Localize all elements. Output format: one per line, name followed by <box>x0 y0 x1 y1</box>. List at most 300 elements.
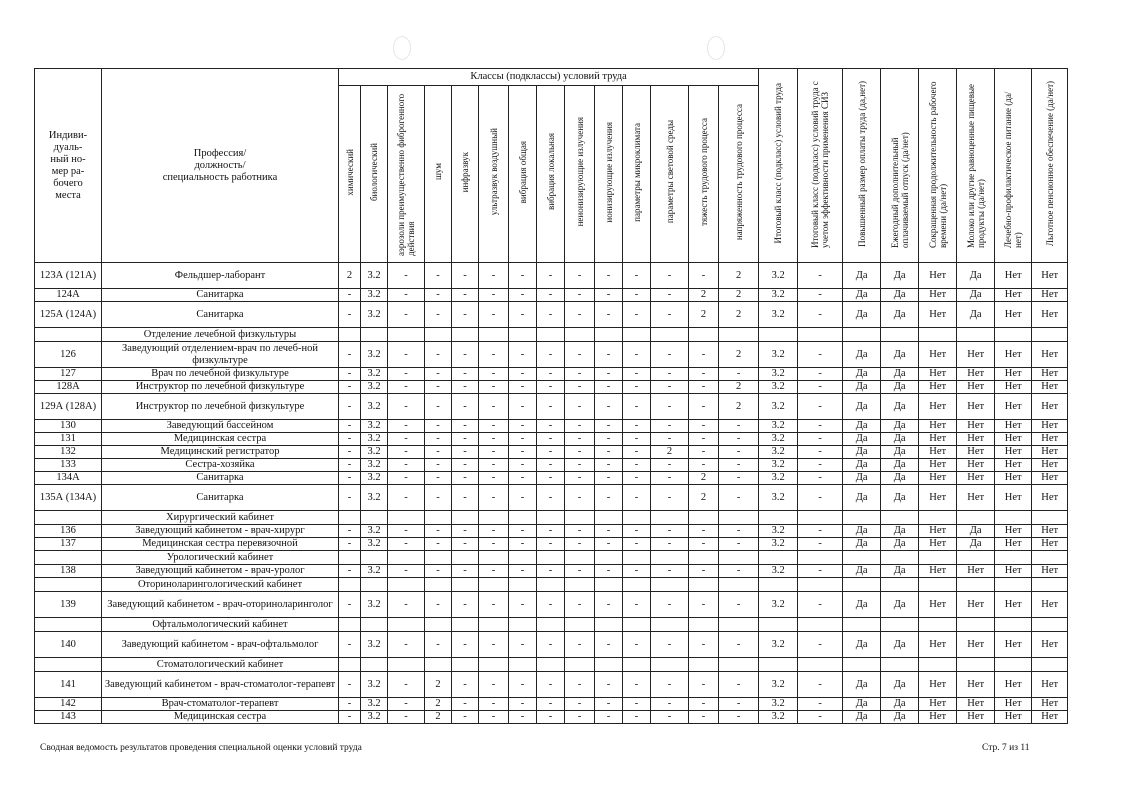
profession: Заведующий кабинетом - врач-хирург <box>102 525 339 538</box>
summary-cell: Да <box>881 394 919 420</box>
factor-class-cell: 2 <box>339 263 361 289</box>
empty-cell <box>361 618 388 632</box>
col-header-summary: Итоговый класс (подкласс) условий труда с учетом эффективности применения СИЗ <box>798 69 843 263</box>
summary-cell: Нет <box>919 472 957 485</box>
summary-cell: Нет <box>957 698 995 711</box>
profession: Медицинская сестра перевязочной <box>102 538 339 551</box>
factor-class-cell: - <box>509 459 537 472</box>
factor-class-cell: - <box>595 525 623 538</box>
factor-class-cell: - <box>623 381 651 394</box>
factor-class-cell: - <box>623 592 651 618</box>
factor-class-cell: - <box>565 711 595 724</box>
factor-class-cell: - <box>565 381 595 394</box>
factor-class-cell: - <box>452 381 479 394</box>
empty-cell <box>957 578 995 592</box>
profession: Врач по лечебной физкультуре <box>102 368 339 381</box>
factor-class-cell: - <box>479 342 509 368</box>
factor-class-cell: - <box>509 538 537 551</box>
empty-cell <box>339 511 361 525</box>
factor-class-cell: - <box>537 263 565 289</box>
empty-cell <box>1032 578 1068 592</box>
summary-cell: Да <box>843 263 881 289</box>
factor-class-cell: - <box>689 592 719 618</box>
factor-class-cell: - <box>595 420 623 433</box>
empty-cell <box>509 658 537 672</box>
header-line: бочего <box>53 177 83 189</box>
summary-cell: Нет <box>919 565 957 578</box>
summary-cell: Да <box>843 420 881 433</box>
empty-cell <box>957 658 995 672</box>
workplace-id: 133 <box>35 459 102 472</box>
summary-cell: Нет <box>995 698 1032 711</box>
factor-class-cell: - <box>479 565 509 578</box>
empty-cell <box>339 618 361 632</box>
factor-class-cell: - <box>452 632 479 658</box>
factor-class-cell: - <box>425 381 452 394</box>
empty-cell <box>623 551 651 565</box>
factor-class-cell: - <box>565 368 595 381</box>
col-header-factor: вибрация локальная <box>537 86 565 263</box>
empty-cell <box>759 578 798 592</box>
factor-class-cell: - <box>651 342 689 368</box>
empty-cell <box>957 511 995 525</box>
factor-class-cell: - <box>452 302 479 328</box>
table-row <box>35 592 1068 618</box>
factor-class-cell: - <box>509 446 537 459</box>
factor-class-cell: 3.2 <box>361 698 388 711</box>
col-header-factor: биологический <box>361 86 388 263</box>
empty-cell <box>339 578 361 592</box>
summary-cell: Да <box>881 485 919 511</box>
summary-cell: Нет <box>919 433 957 446</box>
summary-cell: Да <box>843 342 881 368</box>
summary-cell: Да <box>843 446 881 459</box>
summary-cell: Да <box>957 538 995 551</box>
summary-cell: Да <box>881 289 919 302</box>
empty-cell <box>479 551 509 565</box>
section-row <box>35 578 1068 592</box>
empty-cell <box>361 551 388 565</box>
workplace-id: 125А (124А) <box>35 302 102 328</box>
factor-class-cell: 3.2 <box>361 263 388 289</box>
factor-class-cell: - <box>565 394 595 420</box>
summary-cell: Нет <box>995 711 1032 724</box>
factor-class-cell: - <box>452 263 479 289</box>
factor-class-cell: - <box>595 472 623 485</box>
factor-class-cell: - <box>537 459 565 472</box>
empty-cell <box>798 578 843 592</box>
summary-cell: - <box>798 459 843 472</box>
summary-cell: Да <box>843 485 881 511</box>
empty-cell <box>995 551 1032 565</box>
factor-class-cell: - <box>452 368 479 381</box>
factor-class-cell: 3.2 <box>361 342 388 368</box>
factor-class-cell: - <box>388 485 425 511</box>
factor-class-cell: - <box>719 368 759 381</box>
empty-cell <box>35 551 102 565</box>
factor-class-cell: - <box>623 459 651 472</box>
factor-class-cell: - <box>595 485 623 511</box>
factor-class-cell: - <box>339 698 361 711</box>
empty-cell <box>509 551 537 565</box>
empty-cell <box>689 618 719 632</box>
empty-cell <box>595 551 623 565</box>
factor-class-cell: - <box>689 459 719 472</box>
summary-cell: Нет <box>957 420 995 433</box>
empty-cell <box>425 658 452 672</box>
summary-cell: 3.2 <box>759 263 798 289</box>
factor-class-cell: - <box>425 302 452 328</box>
header-line: должность/ <box>194 159 246 171</box>
summary-cell: Нет <box>1032 420 1068 433</box>
factor-class-cell: - <box>479 672 509 698</box>
summary-cell: Да <box>881 525 919 538</box>
summary-cell: Нет <box>919 381 957 394</box>
factor-class-cell: - <box>565 698 595 711</box>
table-row <box>35 368 1068 381</box>
table-row <box>35 342 1068 368</box>
summary-cell: Нет <box>1032 263 1068 289</box>
col-header-profession <box>102 69 339 263</box>
summary-cell: 3.2 <box>759 446 798 459</box>
factor-class-cell: - <box>537 592 565 618</box>
factor-class-cell: 3.2 <box>361 592 388 618</box>
col-header-factor: неионизирующие излучения <box>565 86 595 263</box>
summary-cell: Нет <box>1032 472 1068 485</box>
summary-cell: Да <box>957 263 995 289</box>
factor-class-cell: - <box>537 433 565 446</box>
workplace-id: 139 <box>35 592 102 618</box>
summary-cell: Да <box>881 592 919 618</box>
factor-class-cell: - <box>565 289 595 302</box>
summary-cell: Да <box>881 302 919 328</box>
summary-cell: Нет <box>995 485 1032 511</box>
summary-cell: Нет <box>919 302 957 328</box>
table-row <box>35 394 1068 420</box>
table-row <box>35 698 1068 711</box>
empty-cell <box>919 578 957 592</box>
profession: Санитарка <box>102 302 339 328</box>
profession: Инструктор по лечебной физкультуре <box>102 381 339 394</box>
summary-cell: Нет <box>1032 394 1068 420</box>
factor-class-cell: - <box>565 459 595 472</box>
factor-class-cell: - <box>479 302 509 328</box>
footer-document-title: Сводная ведомость результатов проведения специальной оценки условий труда <box>40 743 362 753</box>
factor-class-cell: - <box>479 289 509 302</box>
workplace-id: 131 <box>35 433 102 446</box>
empty-cell <box>881 511 919 525</box>
factor-class-cell: - <box>623 565 651 578</box>
summary-cell: 3.2 <box>759 368 798 381</box>
factor-class-cell: - <box>689 342 719 368</box>
empty-cell <box>957 551 995 565</box>
factor-class-cell: - <box>509 381 537 394</box>
empty-cell <box>479 328 509 342</box>
summary-cell: Да <box>881 420 919 433</box>
factor-class-cell: - <box>623 289 651 302</box>
summary-cell: Нет <box>995 459 1032 472</box>
factor-class-cell: - <box>509 698 537 711</box>
summary-cell: Нет <box>919 485 957 511</box>
empty-cell <box>719 551 759 565</box>
factor-class-cell: - <box>719 525 759 538</box>
factor-class-cell: - <box>452 711 479 724</box>
profession: Инструктор по лечебной физкультуре <box>102 394 339 420</box>
empty-cell <box>361 578 388 592</box>
factor-class-cell: - <box>537 368 565 381</box>
factor-class-cell: - <box>339 632 361 658</box>
summary-cell: Да <box>881 433 919 446</box>
header-line: специальность работника <box>162 171 278 183</box>
factor-class-cell: - <box>623 632 651 658</box>
factor-class-cell: 2 <box>689 302 719 328</box>
summary-cell: Нет <box>995 302 1032 328</box>
factor-class-cell: - <box>452 472 479 485</box>
factor-class-cell: - <box>425 525 452 538</box>
summary-cell: Нет <box>919 289 957 302</box>
factor-class-cell: - <box>425 565 452 578</box>
summary-cell: Нет <box>995 420 1032 433</box>
factor-class-cell: - <box>537 711 565 724</box>
empty-cell <box>651 618 689 632</box>
empty-cell <box>537 578 565 592</box>
summary-cell: Нет <box>995 433 1032 446</box>
empty-cell <box>995 511 1032 525</box>
empty-cell <box>881 328 919 342</box>
factor-class-cell: - <box>388 394 425 420</box>
empty-cell <box>388 658 425 672</box>
col-header-summary: Повышенный размер оплаты труда (да,нет) <box>843 69 881 263</box>
factor-class-cell: - <box>537 394 565 420</box>
factor-class-cell: - <box>509 592 537 618</box>
summary-cell: Нет <box>919 459 957 472</box>
section-title: Хирургический кабинет <box>102 511 339 525</box>
factor-class-cell: - <box>595 711 623 724</box>
profession: Медицинская сестра <box>102 433 339 446</box>
empty-cell <box>719 511 759 525</box>
col-group-classes: Классы (подклассы) условий труда <box>339 69 759 86</box>
empty-cell <box>595 328 623 342</box>
empty-cell <box>388 511 425 525</box>
empty-cell <box>452 328 479 342</box>
factor-class-cell: - <box>651 381 689 394</box>
summary-cell: - <box>798 565 843 578</box>
factor-class-cell: - <box>479 368 509 381</box>
factor-class-cell: - <box>452 485 479 511</box>
factor-class-cell: - <box>689 394 719 420</box>
summary-cell: Нет <box>957 381 995 394</box>
empty-cell <box>595 618 623 632</box>
empty-cell <box>881 578 919 592</box>
factor-class-cell: - <box>595 698 623 711</box>
factor-class-cell: - <box>339 342 361 368</box>
summary-cell: Да <box>843 459 881 472</box>
summary-cell: Да <box>881 565 919 578</box>
summary-cell: Да <box>843 394 881 420</box>
factor-class-cell: - <box>479 711 509 724</box>
summary-cell: 3.2 <box>759 565 798 578</box>
section-row <box>35 551 1068 565</box>
profession: Сестра-хозяйка <box>102 459 339 472</box>
factor-class-cell: 2 <box>719 394 759 420</box>
factor-class-cell: 2 <box>719 263 759 289</box>
empty-cell <box>452 551 479 565</box>
summary-cell: Нет <box>995 342 1032 368</box>
factor-class-cell: 2 <box>651 446 689 459</box>
summary-cell: Нет <box>995 394 1032 420</box>
empty-cell <box>1032 618 1068 632</box>
factor-class-cell: - <box>623 446 651 459</box>
empty-cell <box>35 658 102 672</box>
col-header-summary: Сокращенная продолжительность рабочего времени (да/нет) <box>919 69 957 263</box>
table-row <box>35 525 1068 538</box>
summary-cell: Нет <box>957 485 995 511</box>
summary-cell: Нет <box>957 711 995 724</box>
factor-class-cell: - <box>425 446 452 459</box>
workplace-id: 142 <box>35 698 102 711</box>
factor-class-cell: - <box>623 698 651 711</box>
factor-class-cell: - <box>537 342 565 368</box>
factor-class-cell: - <box>452 446 479 459</box>
empty-cell <box>565 328 595 342</box>
summary-cell: Нет <box>919 698 957 711</box>
empty-cell <box>919 658 957 672</box>
summary-cell: - <box>798 525 843 538</box>
factor-class-cell: - <box>339 420 361 433</box>
empty-cell <box>509 511 537 525</box>
summary-cell: Да <box>881 381 919 394</box>
factor-class-cell: 3.2 <box>361 565 388 578</box>
factor-class-cell: - <box>595 565 623 578</box>
empty-cell <box>595 511 623 525</box>
factor-class-cell: - <box>452 394 479 420</box>
factor-class-cell: - <box>595 342 623 368</box>
factor-class-cell: - <box>388 711 425 724</box>
factor-class-cell: - <box>509 263 537 289</box>
factor-class-cell: 2 <box>689 472 719 485</box>
summary-cell: - <box>798 446 843 459</box>
factor-class-cell: - <box>651 368 689 381</box>
factor-class-cell: - <box>388 525 425 538</box>
factor-class-cell: - <box>565 342 595 368</box>
profession: Заведующий кабинетом - врач-уролог <box>102 565 339 578</box>
factor-class-cell: - <box>537 672 565 698</box>
factor-class-cell: - <box>479 632 509 658</box>
col-header-factor: аэрозоли преимущественно фиброгенного действия <box>388 86 425 263</box>
summary-cell: 3.2 <box>759 698 798 711</box>
factor-class-cell: - <box>509 672 537 698</box>
factor-class-cell: - <box>537 302 565 328</box>
empty-cell <box>537 658 565 672</box>
factor-class-cell: - <box>595 632 623 658</box>
factor-class-cell: - <box>719 538 759 551</box>
workplace-id: 143 <box>35 711 102 724</box>
factor-class-cell: - <box>425 420 452 433</box>
factor-class-cell: - <box>479 263 509 289</box>
summary-cell: Нет <box>919 263 957 289</box>
factor-class-cell: - <box>388 433 425 446</box>
workplace-id: 123А (121А) <box>35 263 102 289</box>
summary-cell: Нет <box>919 394 957 420</box>
summary-cell: Нет <box>1032 565 1068 578</box>
factor-class-cell: - <box>651 538 689 551</box>
summary-cell: Да <box>881 472 919 485</box>
empty-cell <box>689 658 719 672</box>
factor-class-cell: - <box>689 420 719 433</box>
col-header-factor: инфразвук <box>452 86 479 263</box>
empty-cell <box>452 578 479 592</box>
empty-cell <box>388 578 425 592</box>
factor-class-cell: - <box>452 433 479 446</box>
factor-class-cell: - <box>651 420 689 433</box>
summary-cell: Нет <box>957 342 995 368</box>
summary-cell: 3.2 <box>759 289 798 302</box>
factor-class-cell: - <box>509 302 537 328</box>
header-line: мер ра- <box>51 165 85 177</box>
summary-cell: Нет <box>919 711 957 724</box>
factor-class-cell: - <box>719 433 759 446</box>
empty-cell <box>919 551 957 565</box>
factor-class-cell: - <box>689 368 719 381</box>
factor-class-cell: - <box>565 263 595 289</box>
factor-class-cell: - <box>565 592 595 618</box>
factor-class-cell: - <box>339 472 361 485</box>
empty-cell <box>425 618 452 632</box>
factor-class-cell: 3.2 <box>361 632 388 658</box>
factor-class-cell: 3.2 <box>361 485 388 511</box>
factor-class-cell: 3.2 <box>361 472 388 485</box>
summary-cell: 3.2 <box>759 711 798 724</box>
summary-cell: - <box>798 538 843 551</box>
factor-class-cell: - <box>651 525 689 538</box>
factor-class-cell: - <box>565 446 595 459</box>
factor-class-cell: - <box>537 698 565 711</box>
summary-cell: Нет <box>995 446 1032 459</box>
summary-cell: Нет <box>1032 632 1068 658</box>
factor-class-cell: 3.2 <box>361 289 388 302</box>
table-row <box>35 263 1068 289</box>
empty-cell <box>425 328 452 342</box>
summary-cell: Нет <box>1032 342 1068 368</box>
col-header-factor: шум <box>425 86 452 263</box>
summary-cell: Нет <box>919 632 957 658</box>
empty-cell <box>565 511 595 525</box>
summary-cell: - <box>798 289 843 302</box>
header-line: дуаль- <box>53 141 83 153</box>
empty-cell <box>35 618 102 632</box>
factor-class-cell: - <box>651 565 689 578</box>
factor-class-cell: - <box>595 459 623 472</box>
factor-class-cell: - <box>689 698 719 711</box>
empty-cell <box>452 511 479 525</box>
summary-cell: Нет <box>995 672 1032 698</box>
empty-cell <box>651 551 689 565</box>
empty-cell <box>339 551 361 565</box>
summary-cell: - <box>798 420 843 433</box>
empty-cell <box>479 511 509 525</box>
factor-class-cell: - <box>452 538 479 551</box>
summary-cell: Да <box>881 263 919 289</box>
summary-cell: - <box>798 381 843 394</box>
section-row <box>35 328 1068 342</box>
summary-cell: 3.2 <box>759 632 798 658</box>
factor-class-cell: - <box>479 525 509 538</box>
summary-cell: - <box>798 592 843 618</box>
summary-cell: Нет <box>995 368 1032 381</box>
profession: Заведующий отделением-врач по лечеб-ной физкультуре <box>102 342 339 368</box>
summary-cell: Нет <box>957 368 995 381</box>
empty-cell <box>689 511 719 525</box>
